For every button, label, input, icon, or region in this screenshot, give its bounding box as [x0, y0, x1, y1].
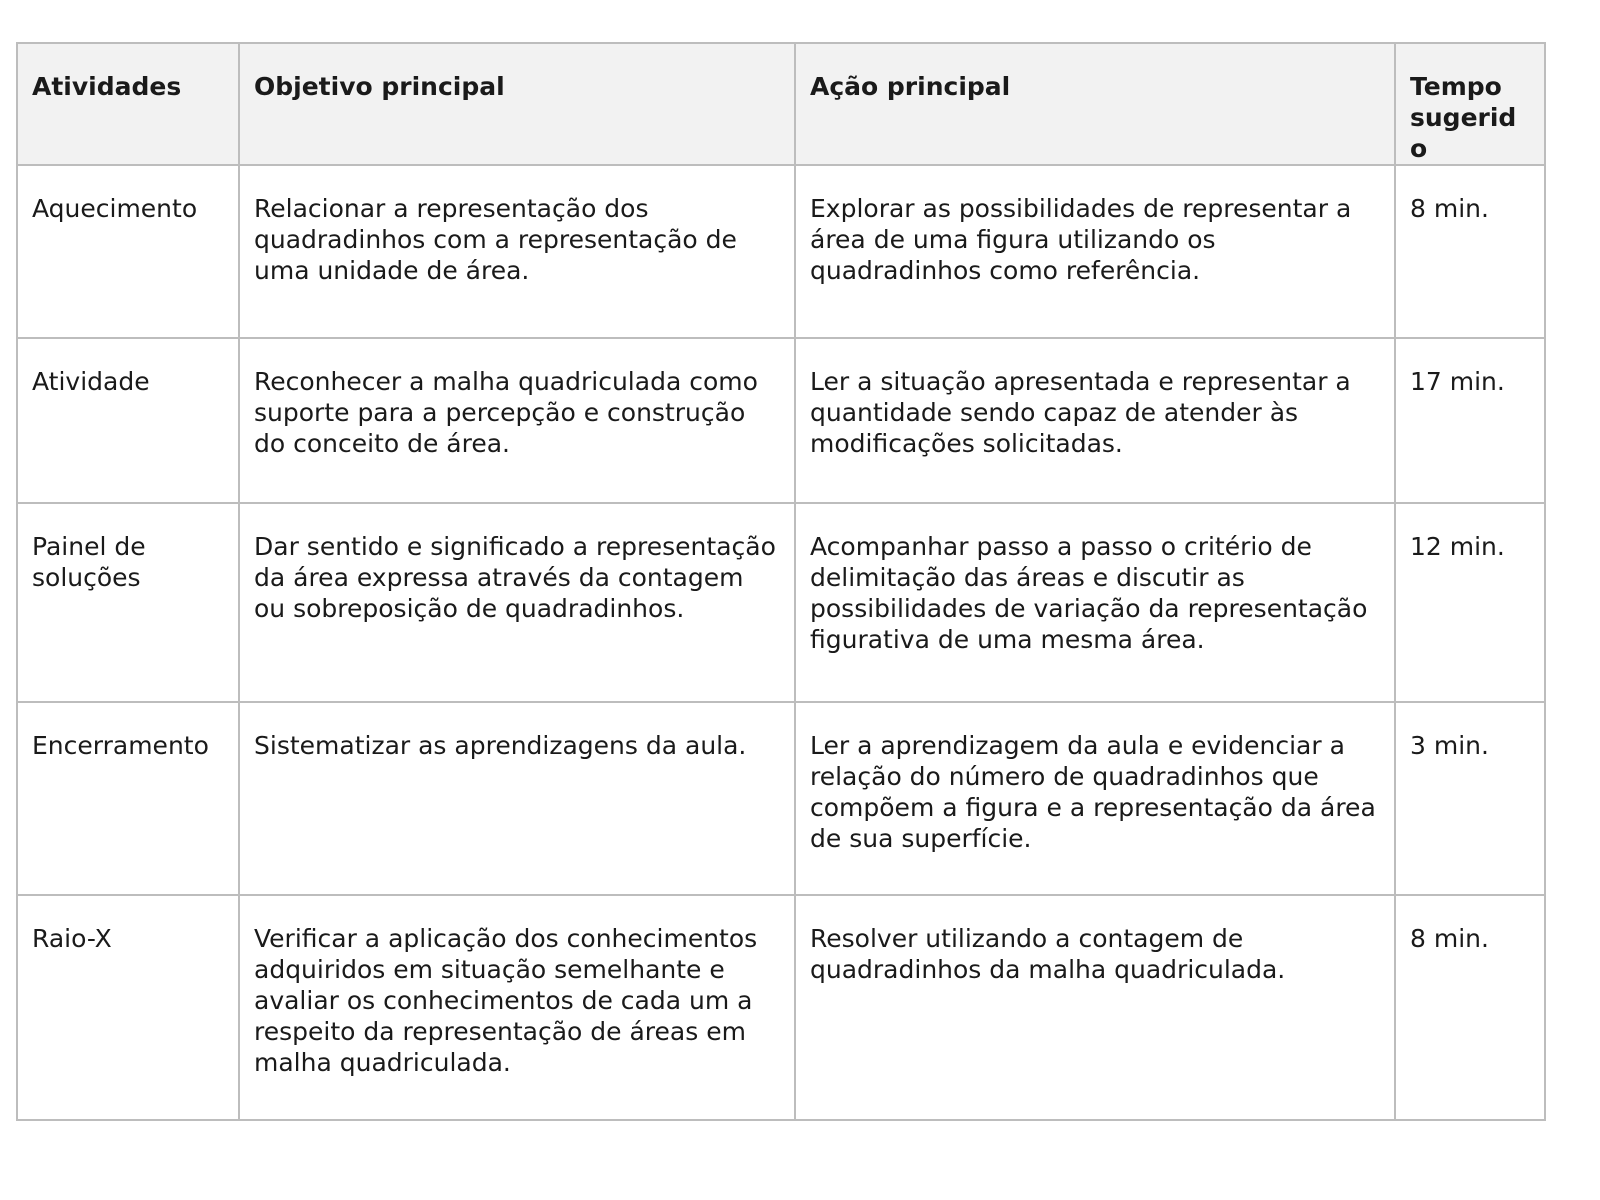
table-row: [17, 165, 1545, 338]
cell-objetivo: Verificar a aplicação dos conhecimentos adquiridos em situação semelhante e avaliar os conhecimentos de cada um a respeito da representação de áreas em malha quadriculada.: [239, 895, 795, 1120]
table-body: [17, 165, 1545, 1120]
cell-tempo: 8 min.: [1395, 165, 1545, 338]
cell-atividade: Encerramento: [17, 702, 239, 895]
cell-atividade: Painel de soluções: [17, 503, 239, 702]
cell-objetivo: Relacionar a representação dos quadradinhos com a representação de uma unidade de área.: [239, 165, 795, 338]
cell-acao: Ler a situação apresentada e representar a quantidade sendo capaz de atender às modificações solicitadas.: [795, 338, 1395, 503]
header-acao-principal: Ação principal: [795, 43, 1395, 165]
table-row: [17, 503, 1545, 702]
cell-atividade: Aquecimento: [17, 165, 239, 338]
cell-acao: Explorar as possibilidades de representar a área de uma figura utilizando os quadradinhos como referência.: [795, 165, 1395, 338]
cell-tempo: 17 min.: [1395, 338, 1545, 503]
table-row: [17, 895, 1545, 1120]
cell-tempo: 3 min.: [1395, 702, 1545, 895]
header-atividades: Atividades: [17, 43, 239, 165]
header-tempo-sugerido: Tempo sugerido: [1395, 43, 1545, 165]
header-objetivo-principal: Objetivo principal: [239, 43, 795, 165]
cell-tempo: 8 min.: [1395, 895, 1545, 1120]
cell-acao: Acompanhar passo a passo o critério de delimitação das áreas e discutir as possibilidades de variação da representação figurativa de uma mesma área.: [795, 503, 1395, 702]
cell-atividade: Raio-X: [17, 895, 239, 1120]
lesson-plan-table: [16, 42, 1546, 1121]
cell-objetivo: Reconhecer a malha quadriculada como suporte para a percepção e construção do conceito de área.: [239, 338, 795, 503]
cell-objetivo: Sistematizar as aprendizagens da aula.: [239, 702, 795, 895]
table-row: [17, 338, 1545, 503]
table-header: [17, 43, 1545, 165]
cell-atividade: Atividade: [17, 338, 239, 503]
cell-objetivo: Dar sentido e significado a representação da área expressa através da contagem ou sobreposição de quadradinhos.: [239, 503, 795, 702]
table-row: [17, 702, 1545, 895]
header-row: [17, 43, 1545, 165]
cell-acao: Ler a aprendizagem da aula e evidenciar a relação do número de quadradinhos que compõem a figura e a representação da área de sua superfície.: [795, 702, 1395, 895]
cell-acao: Resolver utilizando a contagem de quadradinhos da malha quadriculada.: [795, 895, 1395, 1120]
cell-tempo: 12 min.: [1395, 503, 1545, 702]
